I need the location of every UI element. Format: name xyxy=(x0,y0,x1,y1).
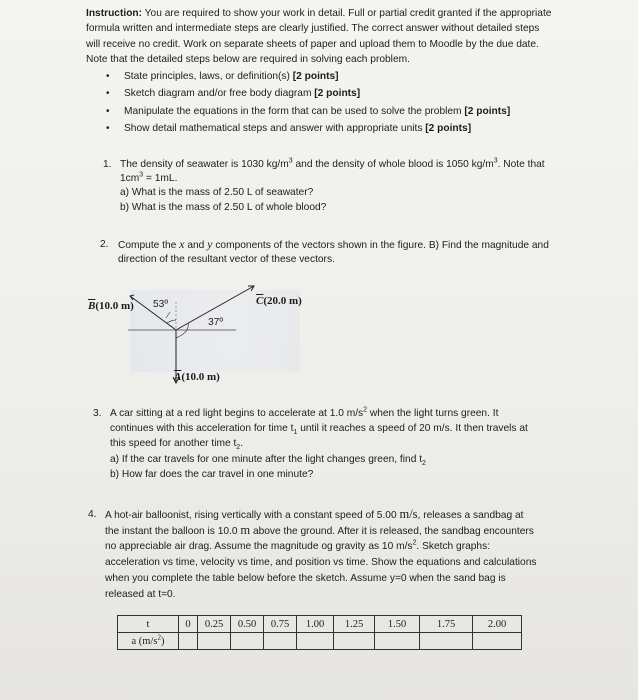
vector-a-label: $\overline{A}(10.0$ m) xyxy=(174,371,220,383)
instruction-line-1: Instruction: You are required to show your work in detail. Full or partial credit granted if the appropriate xyxy=(86,8,552,19)
table-cell-empty xyxy=(264,633,297,650)
q3-part-b: b) How far does the car travel in one minute? xyxy=(110,469,314,480)
instruction-line-2: formula written and intermediate steps are clearly justified. The correct answer without detailed steps xyxy=(86,23,540,34)
table-cell-empty xyxy=(297,633,334,650)
q3-line-2: continues with this acceleration for time $t_1$ until it reaches a speed of 20 m/s. It then travels at xyxy=(110,423,528,437)
q3-number: 3. xyxy=(93,408,102,419)
table-cell-t: 0.50 xyxy=(231,616,264,633)
table-row-acceleration xyxy=(118,633,522,650)
table-cell-t: 1.25 xyxy=(334,616,375,633)
table-cell-empty xyxy=(231,633,264,650)
table-cell-t: 0.25 xyxy=(198,616,231,633)
kinematics-table xyxy=(117,615,522,650)
bullet-item-4: Show detail mathematical steps and answer with appropriate units [2 points] xyxy=(124,123,472,134)
q3-part-a: a) If the car travels for one minute after the light changes green, find $t_2$ xyxy=(110,454,426,468)
q1-number: 1. xyxy=(103,159,112,170)
bullet-item-2: Sketch diagram and/or free body diagram [2 points] xyxy=(124,88,361,99)
q4-line-4: acceleration vs time, velocity vs time, and position vs time. Show the equations and calculations xyxy=(105,557,537,568)
q4-line-5: when you complete the table below before the sketch. Assume y=0 when the sand bag is xyxy=(105,573,506,584)
table-cell-t: 1.75 xyxy=(420,616,473,633)
table-cell-t: 0.75 xyxy=(264,616,297,633)
q3-line-3: this speed for another time $t_2$. xyxy=(110,438,244,452)
angle-arc-53 xyxy=(167,320,176,323)
q1-part-b: b) What is the mass of 2.50 L of whole blood? xyxy=(120,202,327,213)
table-cell-t: 0 xyxy=(179,616,198,633)
q1-line-2: $1cm^3 = 1mL$. xyxy=(120,171,178,184)
q4-number: 4. xyxy=(88,509,97,520)
bullet-dot: • xyxy=(106,123,110,134)
bullet-item-1: State principles, laws, or definition(s) [2 points] xyxy=(124,71,339,82)
vector-c-label: $\overline{C}(20.0$ m) xyxy=(256,295,302,307)
instruction-line-4: Note that the detailed steps below are required in solving each problem. xyxy=(86,54,410,65)
bullet-dot: • xyxy=(106,71,110,82)
instruction-line-3: will receive no credit. Work on separate sheets of paper and upload them to Moodle by the due date. xyxy=(86,39,539,50)
table-cell-empty xyxy=(334,633,375,650)
bullet-item-3: Manipulate the equations in the form that can be used to solve the problem [2 points] xyxy=(124,106,511,117)
table-cell-empty xyxy=(179,633,198,650)
angle-pointer xyxy=(166,312,170,318)
bullet-dot: • xyxy=(106,106,110,117)
q2-line-1: Compute the x and y components of the vectors shown in the figure. B) Find the magnitude and xyxy=(118,237,549,251)
q3-line-1: A car sitting at a red light begins to accelerate at 1.0 $m/s^2$ when the light turns green. It xyxy=(110,406,499,419)
q4-line-3: no appreciable air drag. Assume the magnitude og gravity as 10 $m/s^2$. Sketch graphs: xyxy=(105,539,491,552)
table-cell-t: 2.00 xyxy=(473,616,522,633)
angle-37-label: 37º xyxy=(208,317,224,328)
table-header-t: t xyxy=(118,616,179,633)
table-row-time xyxy=(118,616,522,633)
q4-line-1: A hot-air balloonist, rising vertically with a constant speed of 5.00 m/s, releases a sandbag at xyxy=(105,507,524,521)
bullet-dot: • xyxy=(106,88,110,99)
angle-arc-37 xyxy=(176,323,188,338)
table-cell-empty xyxy=(375,633,420,650)
q1-line-1: The density of seawater is 1030 $kg/m^3$ and the density of whole blood is 1050 $kg/m^3$. Note that xyxy=(120,157,545,170)
vector-b-label: $\overline{B}(10.0$ m) xyxy=(88,300,134,312)
table-cell-empty xyxy=(420,633,473,650)
instruction-label: Instruction: xyxy=(86,8,143,19)
table-cell-t: 1.50 xyxy=(375,616,420,633)
q2-line-2: direction of the resultant vector of these vectors. xyxy=(118,254,335,265)
q4-line-2: the instant the balloon is 10.0 m above the ground. After it is released, the sandbag encounters xyxy=(105,523,534,537)
angle-53-label: 53º xyxy=(153,299,169,310)
q1-part-a: a) What is the mass of 2.50 L of seawater? xyxy=(120,187,314,198)
table-cell-t: 1.00 xyxy=(297,616,334,633)
table-header-a: a $(m/s^2)$ xyxy=(118,633,179,650)
vector-figure xyxy=(88,282,328,390)
table-cell-empty xyxy=(198,633,231,650)
table-cell-empty xyxy=(473,633,522,650)
q2-number: 2. xyxy=(100,239,109,250)
q4-line-6: released at t=0. xyxy=(105,589,176,600)
